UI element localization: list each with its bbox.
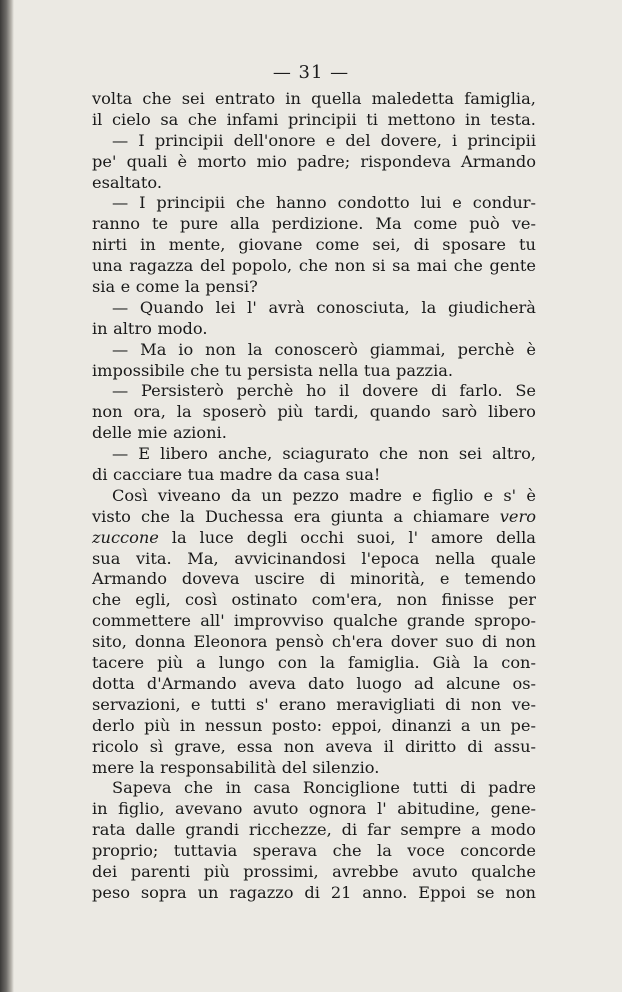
- text-line: pe' quali è morto mio padre; rispondeva Armando: [92, 151, 536, 171]
- text-line: — I principii che hanno condotto lui e condur-: [112, 193, 536, 213]
- text-line: tacere più a lungo con la famiglia. Già la con-: [92, 653, 536, 673]
- text-line: servazioni, e tutti s' erano meravigliati di non ve-: [92, 694, 536, 714]
- text-line: dei parenti più prossimi, avrebbe avuto qualche: [92, 861, 536, 881]
- page-binding-shadow: [0, 0, 14, 992]
- text-line: — Ma io non la conoscerò giammai, perchè è: [112, 339, 536, 359]
- text-line: — I principii dell'onore e del dovere, i principii: [112, 130, 536, 150]
- text-line: sua vita. Ma, avvicinandosi l'epoca nella quale: [92, 548, 536, 568]
- text-line: Armando doveva uscire di minorità, e temendo: [92, 569, 536, 589]
- text-line: nirti in mente, giovane come sei, di sposare tu: [92, 235, 536, 255]
- text-line: visto che la Duchessa era giunta a chiamare vero: [92, 506, 536, 526]
- text-line: — E libero anche, sciagurato che non sei altro,: [112, 444, 536, 464]
- text-line: mere la responsabilità del silenzio.: [92, 757, 380, 777]
- text-line: ricolo sì grave, essa non aveva il diritto di assu-: [92, 736, 536, 756]
- text-line: una ragazza del popolo, che non si sa mai che gente: [92, 256, 536, 276]
- text-line: Così viveano da un pezzo madre e figlio e s' è: [112, 485, 536, 505]
- page-number: — 31 —: [272, 62, 350, 83]
- body-text: [92, 89, 536, 904]
- text-line: ranno te pure alla perdizione. Ma come può ve-: [92, 214, 536, 234]
- text-line: commettere all' improvviso qualche grande spropo-: [92, 611, 536, 631]
- text-line: — Persisterò perchè ho il dovere di farlo. Se: [112, 381, 536, 401]
- text-line: in altro modo.: [92, 318, 208, 338]
- text-line: rata dalle grandi ricchezze, di far sempre a modo: [92, 820, 536, 840]
- text-line: esaltato.: [92, 172, 162, 192]
- text-line: in figlio, avevano avuto ognora l' abitudine, gene-: [92, 799, 536, 819]
- text-line: derlo più in nessun posto: eppoi, dinanzi a un pe-: [92, 715, 536, 735]
- text-line: che egli, così ostinato com'era, non finisse per: [92, 590, 536, 610]
- text-line: il cielo sa che infami principii ti mettono in testa.: [92, 109, 536, 129]
- text-line: proprio; tuttavia sperava che la voce concorde: [92, 841, 536, 861]
- text-line: zuccone la luce degli occhi suoi, l' amore della: [92, 527, 536, 547]
- text-line: Sapeva che in casa Ronciglione tutti di padre: [112, 778, 536, 798]
- text-line: sito, donna Eleonora pensò ch'era dover suo di non: [92, 632, 536, 652]
- text-line: dotta d'Armando aveva dato luogo ad alcune os-: [92, 673, 536, 693]
- text-line: delle mie azioni.: [92, 423, 227, 443]
- text-line: volta che sei entrato in quella maledetta famiglia,: [92, 89, 536, 108]
- text-line: sia e come la pensi?: [92, 277, 258, 297]
- text-line: impossibile che tu persista nella tua pazzia.: [92, 360, 454, 380]
- text-line: di cacciare tua madre da casa sua!: [92, 465, 381, 485]
- text-line: peso sopra un ragazzo di 21 anno. Eppoi se non: [92, 882, 536, 902]
- text-line: — Quando lei l' avrà conosciuta, la giudicherà: [112, 297, 536, 317]
- text-line: non ora, la sposerò più tardi, quando sarò libero: [92, 402, 536, 422]
